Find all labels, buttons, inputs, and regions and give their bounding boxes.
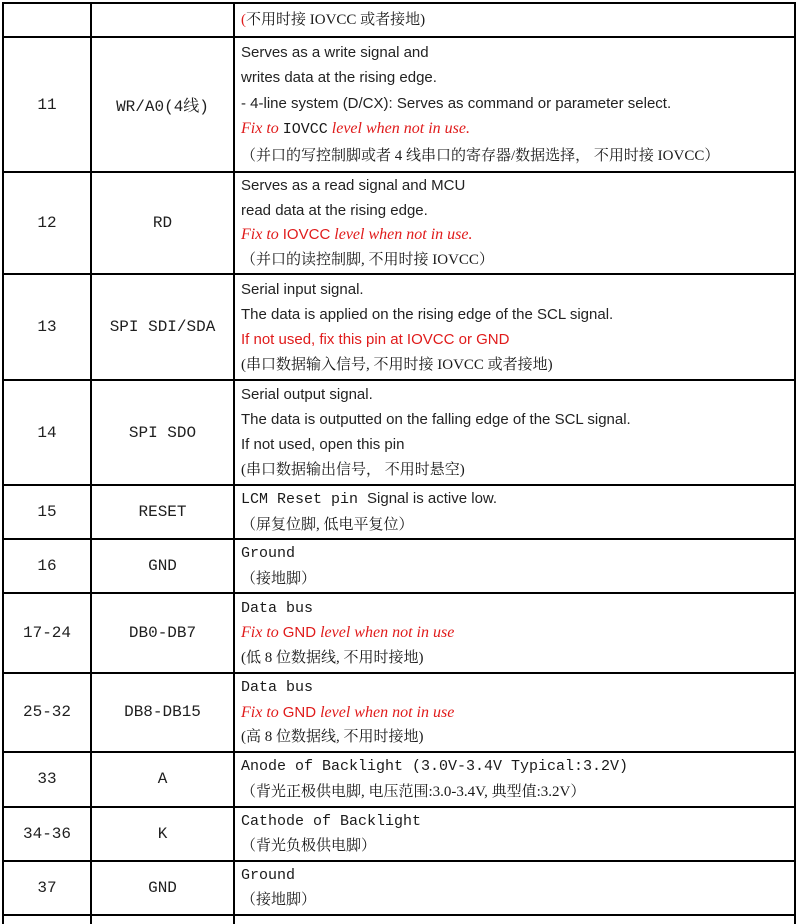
pin-number-cell [3,380,91,485]
text-segment: (低 8 位数据线, 不用时接地) [241,649,424,666]
text-segment: read data at the rising edge. [241,201,428,219]
description-line [241,596,790,622]
text-segment: GND [282,703,317,721]
text-segment: LCM Reset pin [241,491,368,508]
text-segment: （屏复位脚, 低电平复位） [241,516,414,533]
pin-name: SPI SDO [128,423,197,442]
pin-name-cell [91,274,234,380]
text-segment: Signal is active low. [367,490,498,507]
description-line [241,382,790,407]
pin-number-cell [3,752,91,807]
text-segment: Anode of Backlight (3.0V-3.4V Typical:3.2V) [241,758,629,775]
table-row [3,37,795,172]
table-row [3,380,795,485]
text-segment: level when not in use. [327,120,470,138]
description-line [241,457,790,483]
table-row [3,539,795,593]
pin-number: 34-36 [22,824,71,843]
pin-name: DB0-DB7 [128,624,197,642]
text-segment: Fix to [241,703,283,721]
description-line [241,116,790,143]
pin-number: 13 [37,318,57,336]
text-segment: Serves as a read signal and MCU [241,177,466,194]
pin-number-cell [3,485,91,539]
description-line [241,174,790,199]
pin-number-cell [3,861,91,915]
pin-name-cell [91,593,234,673]
pin-number-cell [3,593,91,673]
pin-description-cell [234,485,795,539]
description-line [241,8,790,33]
pin-description-cell [234,807,795,861]
text-segment: (高 8 位数据线, 不用时接地) [241,729,424,745]
table-row [3,3,795,37]
pin-number-cell [3,172,91,274]
text-segment: IOVCC [282,226,331,243]
text-segment: IOVCC [282,121,328,139]
text-segment: If not used, fix this pin at IOVCC or GND [241,330,510,348]
description-line [241,143,790,170]
table-row [3,274,795,380]
description-line [241,91,790,117]
pin-name-cell [91,539,234,593]
pin-number: 12 [37,214,57,232]
pin-number-cell [3,915,91,924]
text-segment: Fix to [241,120,283,138]
pin-description-cell [234,673,795,752]
text-segment: （背光正极供电脚, 电压范围:3.0-3.4V, 典型值:3.2V） [241,783,586,800]
description-line [241,40,790,66]
pin-description-table [2,2,796,924]
pin-name-cell [91,915,234,924]
text-segment: level when not in use [316,624,455,642]
pin-number: 33 [37,770,57,788]
description-line [241,863,790,889]
text-segment: Data bus [241,599,314,617]
pin-description-cell [234,752,795,807]
text-segment: The data is outputted on the falling edge of the SCL signal. [241,411,631,428]
pin-description-cell [234,915,795,924]
text-segment: - 4-line system (D/CX): Serves as command or parameter select. [241,94,672,112]
table-row [3,752,795,807]
pin-description-cell [234,172,795,274]
description-line [241,352,790,378]
table-row [3,593,795,673]
text-segment: Fix to [241,624,283,642]
pin-name: DB8-DB15 [124,703,201,722]
text-segment: The data is applied on the rising edge of the SCL signal. [241,305,614,323]
pin-description-cell [234,861,795,915]
pin-name-cell [91,752,234,807]
pin-name: A [157,770,168,788]
description-line [241,675,790,701]
description-line [241,513,790,538]
pin-name: WR/A0(4线) [116,98,209,116]
description-line [241,223,790,248]
pin-number: 14 [37,423,57,442]
pin-name-cell [91,485,234,539]
pin-number: 37 [37,878,57,897]
description-line [241,834,790,859]
pin-description-cell [234,380,795,485]
text-segment: level when not in use. [330,226,473,243]
text-segment: (串口数据输出信号， 不用时悬空) [241,462,465,478]
pin-name: SPI SDI/SDA [109,318,216,336]
description-line [241,199,790,224]
pin-name-cell [91,3,234,37]
pin-table-body [3,3,795,924]
pin-name-cell [91,673,234,752]
text-segment: Cathode of Backlight [241,812,422,830]
description-line [241,302,790,327]
text-segment: Serves as a write signal and [241,43,429,61]
pin-name-cell [91,861,234,915]
description-line [241,248,790,273]
pin-name-cell [91,37,234,172]
text-segment: writes data at the rising edge. [241,69,437,87]
text-segment: 不用时接 IOVCC 或者接地) [246,11,426,28]
pin-name: GND [148,878,177,897]
description-line [241,646,790,671]
text-segment: （接地脚） [241,892,317,908]
document-page [2,2,796,924]
pin-number: 25-32 [22,703,71,722]
text-segment: (串口数据输入信号, 不用时接 IOVCC 或者接地) [241,356,553,373]
description-line [241,277,790,302]
pin-name-cell [91,172,234,274]
description-line [241,621,790,646]
pin-number: 16 [37,557,57,575]
description-line [241,487,790,513]
table-row [3,807,795,861]
description-line [241,701,790,726]
text-segment: （并口的读控制脚, 不用时接 IOVCC） [241,251,494,268]
pin-number-cell [3,807,91,861]
pin-number-cell [3,37,91,172]
pin-name-cell [91,807,234,861]
text-segment: Fix to [241,226,283,243]
pin-description-cell [234,37,795,172]
pin-number-cell [3,3,91,37]
pin-number: 11 [37,95,57,114]
description-line [241,567,790,592]
pin-description-cell [234,274,795,380]
text-segment: Serial input signal. [241,280,364,298]
table-row [3,861,795,915]
text-segment: Data bus [241,679,314,696]
pin-number-cell [3,539,91,593]
table-row [3,485,795,539]
text-segment: Ground [241,866,296,884]
table-row [3,673,795,752]
text-segment: If not used, open this pin [241,436,405,453]
description-line [241,809,790,835]
text-segment: （接地脚） [241,570,317,587]
description-line [241,541,790,567]
pin-number-cell [3,673,91,752]
pin-number: 15 [37,503,57,521]
description-line [241,65,790,91]
text-segment: （背光负极供电脚） [241,838,377,854]
text-segment: Ground [241,545,296,562]
text-segment: ( [241,11,246,28]
text-segment: Serial output signal. [241,386,373,403]
pin-description-cell [234,593,795,673]
pin-description-cell [234,3,795,37]
pin-number-cell [3,274,91,380]
pin-name-cell [91,380,234,485]
pin-name: RESET [138,503,187,521]
pin-number: 17-24 [22,624,71,642]
text-segment: level when not in use [316,703,455,721]
text-segment: （并口的写控制脚或者 4 线串口的寄存器/数据选择， 不用时接 IOVCC） [241,147,720,164]
description-line [241,754,790,780]
table-row [3,915,795,924]
pin-name: RD [152,214,173,232]
pin-description-cell [234,539,795,593]
description-line [241,725,790,750]
text-segment: GND [282,624,317,642]
description-line [241,432,790,457]
description-line [241,888,790,913]
description-line [241,407,790,432]
description-line [241,327,790,352]
description-line [241,780,790,805]
pin-name: GND [148,557,177,575]
pin-name: K [157,824,168,843]
table-row [3,172,795,274]
